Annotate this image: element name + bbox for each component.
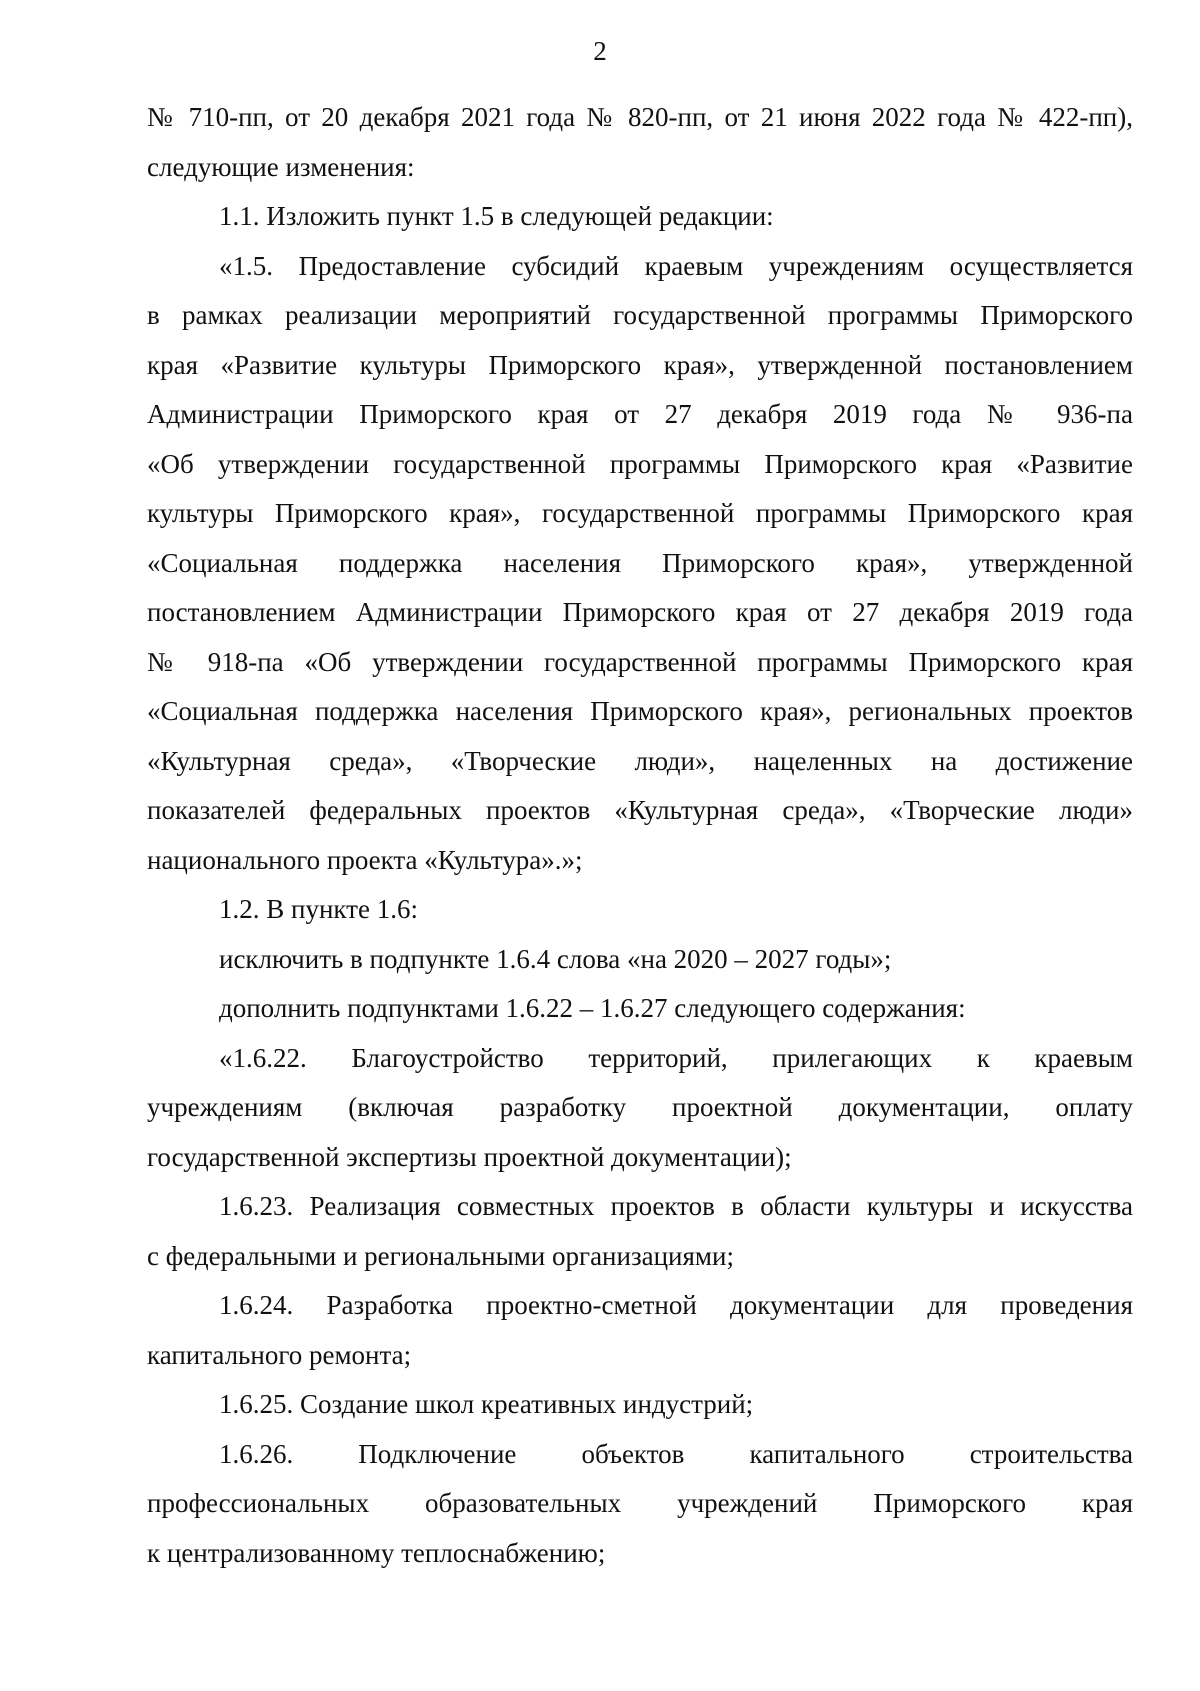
text-line: 1.6.25. Создание школ креативных индустрий; [219, 1389, 754, 1419]
text-line: постановлением Администрации Приморского края от 27 декабря 2019 года [147, 597, 1133, 627]
text-line: «1.6.22. Благоустройство территорий, прилегающих к краевым [219, 1042, 1133, 1073]
text-line: № 710-пп, от 20 декабря 2021 года № 820-пп, от 21 июня 2022 года № 422-пп), [147, 102, 1133, 132]
text-line: края «Развитие культуры Приморского края», утвержденной постановлением [147, 349, 1133, 380]
text-line: «Культурная среда», «Творческие люди», нацеленных на достижение [147, 745, 1133, 776]
text-line: дополнить подпунктами 1.6.22 – 1.6.27 следующего содержания: [219, 993, 966, 1023]
text-line: культуры Приморского края», государственной программы Приморского края [147, 498, 1133, 528]
text-line: 1.6.23. Реализация совместных проектов в области культуры и искусства [219, 1191, 1133, 1221]
text-line: государственной экспертизы проектной документации); [147, 1141, 792, 1172]
text-line: исключить в подпункте 1.6.4 слова «на 2020 – 2027 годы»; [219, 943, 892, 974]
text-line: следующие изменения: [147, 151, 415, 182]
text-line: 1.6.24. Разработка проектно-сметной документации для проведения [219, 1290, 1133, 1320]
text-line: 1.2. В пункте 1.6: [219, 894, 418, 924]
document-body [147, 93, 1133, 1578]
text-line: показателей федеральных проектов «Культурная среда», «Творческие люди» [147, 795, 1133, 825]
text-line: к централизованному теплоснабжению; [147, 1537, 606, 1568]
text-line: учреждениям (включая разработку проектной документации, оплату [147, 1092, 1133, 1122]
text-line: «Социальная поддержка населения Приморского края», региональных проектов [147, 696, 1133, 726]
text-line: профессиональных образовательных учреждений Приморского края [147, 1488, 1133, 1518]
text-line: «1.5. Предоставление субсидий краевым учреждениям осуществляется [219, 250, 1133, 281]
text-line: «Об утверждении государственной программы Приморского края «Развитие [147, 448, 1133, 479]
text-line: 1.6.26. Подключение объектов капитального строительства [219, 1438, 1133, 1469]
text-line: Администрации Приморского края от 27 декабря 2019 года № 936-па [147, 399, 1133, 429]
text-line: капитального ремонта; [147, 1339, 412, 1370]
text-line: «Социальная поддержка населения Приморского края», утвержденной [147, 547, 1133, 578]
text-line: в рамках реализации мероприятий государственной программы Приморского [147, 300, 1133, 330]
text-line: национального проекта «Культура».»; [147, 844, 583, 875]
text-line: с федеральными и региональными организациями; [147, 1240, 734, 1271]
text-line: № 918-па «Об утверждении государственной программы Приморского края [147, 646, 1133, 677]
page-number: 2 [593, 36, 607, 66]
text-line: 1.1. Изложить пункт 1.5 в следующей редакции: [219, 201, 774, 231]
